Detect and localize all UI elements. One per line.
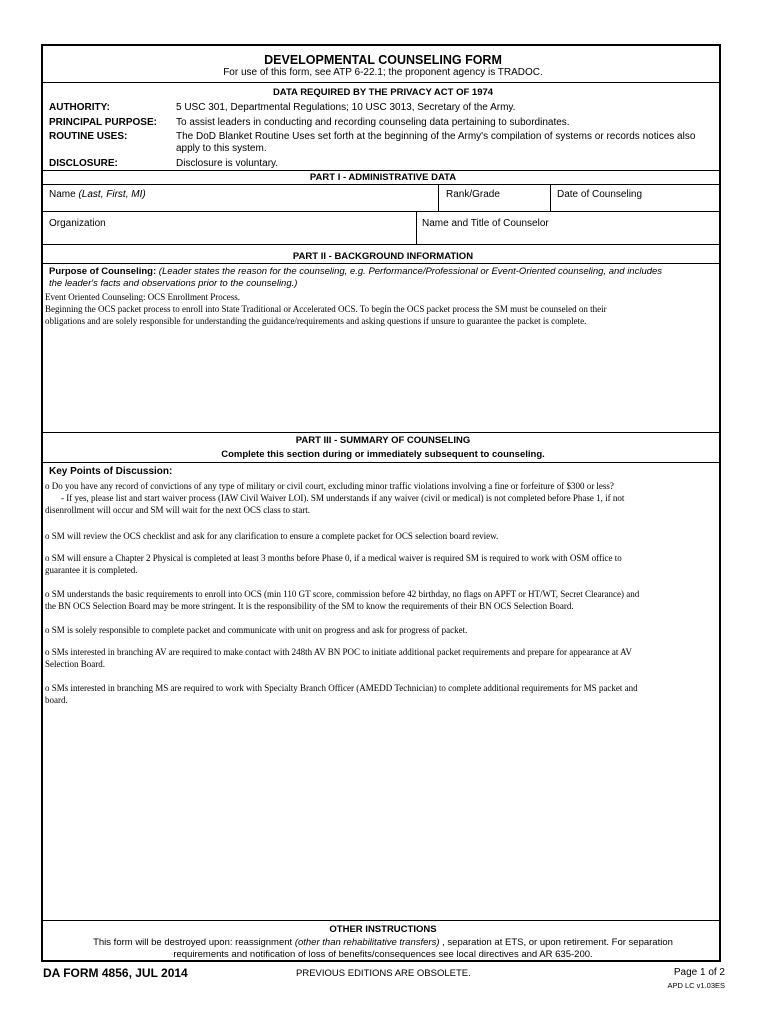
- key-point-1-line-2: - If yes, please list and start waiver process (IAW Civil Waiver LOI). SM understands if any waiver (civil or medical) is not completed before Phase 1, if not: [61, 493, 625, 503]
- authority-text: 5 USC 301, Departmental Regulations; 10 USC 3013, Secretary of the Army.: [176, 102, 516, 113]
- purpose-of-counseling: [49, 266, 662, 278]
- form-frame: [41, 44, 721, 962]
- other-line-1c: , separation at ETS, or upon retirement. For separation: [439, 937, 673, 948]
- other-instructions-header: OTHER INSTRUCTIONS: [329, 924, 437, 935]
- form-number: DA FORM 4856, JUL 2014: [43, 966, 188, 980]
- other-instructions-line-1: [43, 937, 723, 948]
- date-of-counseling-label: Date of Counseling: [557, 189, 643, 200]
- divider: [438, 184, 439, 211]
- previous-editions-notice: PREVIOUS EDITIONS ARE OBSOLETE.: [296, 968, 471, 979]
- divider: [43, 184, 719, 185]
- principal-purpose-text: To assist leaders in conducting and recording counseling data pertaining to subordinates.: [176, 117, 570, 128]
- part3-header: PART III - SUMMARY OF COUNSELING: [295, 435, 471, 446]
- divider: [550, 184, 551, 211]
- key-point-3-line-1: o SM will ensure a Chapter 2 Physical is completed at least 3 months before Phase 0, if a medical waiver is required SM is required to work with OSM office to: [45, 553, 622, 563]
- other-line-1b: (other than rehabilitative transfers): [294, 937, 440, 948]
- principal-purpose-label: PRINCIPAL PURPOSE:: [49, 117, 157, 128]
- name-hint: (Last, First, MI): [78, 189, 146, 200]
- key-point-6-line-2: Selection Board.: [45, 659, 105, 669]
- name-field-label: [49, 189, 146, 200]
- routine-uses-label: ROUTINE USES:: [49, 131, 128, 142]
- key-point-6-line-1: o SMs interested in branching AV are required to make contact with 248th AV BN POC to initiate additional packet requirements and prepare for appearance at AV: [45, 647, 633, 657]
- disclosure-text: Disclosure is voluntary.: [176, 158, 279, 169]
- key-points-label: Key Points of Discussion:: [49, 466, 173, 477]
- page-number: Page 1 of 2: [673, 967, 725, 978]
- key-point-2: o SM will review the OCS checklist and ask for any clarification to ensure a complete packet for OCS selection board review.: [45, 531, 499, 541]
- counselor-label: Name and Title of Counselor: [422, 218, 549, 229]
- part2-header: PART II - BACKGROUND INFORMATION: [292, 251, 474, 262]
- form-title: DEVELOPMENTAL COUNSELING FORM: [264, 53, 502, 67]
- part3-subheader: Complete this section during or immediately subsequent to counseling.: [221, 449, 545, 460]
- purpose-hint-1: (Leader states the reason for the counseling, e.g. Performance/Professional or Event-Oriented counseling, and includes: [158, 266, 663, 277]
- form-version: APD LC v1.03ES: [667, 981, 725, 990]
- purpose-label: Purpose of Counseling:: [49, 266, 157, 277]
- part1-header: PART I - ADMINISTRATIVE DATA: [309, 172, 457, 183]
- key-point-5: o SM is solely responsible to complete packet and communicate with unit on progress and ask for progress of packet.: [45, 625, 468, 635]
- divider: [43, 920, 719, 921]
- purpose-hint-2: the leader's facts and observations prior to the counseling.): [49, 278, 298, 289]
- key-point-7-line-2: board.: [45, 695, 68, 705]
- other-line-1a: This form will be destroyed upon: reassignment: [93, 937, 295, 948]
- divider: [43, 82, 719, 83]
- routine-uses-text-2: apply to this system.: [176, 143, 267, 154]
- divider: [43, 170, 719, 171]
- key-point-4-line-2: the BN OCS Selection Board may be more stringent. It is the responsibility of the SM to know the requirements of their BN OCS Selection Board.: [45, 601, 574, 611]
- key-point-7-line-1: o SMs interested in branching MS are required to work with Specialty Branch Officer (AMEDD Technician) to complete additional requirements for MS packet and: [45, 683, 638, 693]
- rank-grade-label: Rank/Grade: [446, 189, 500, 200]
- privacy-act-header: DATA REQUIRED BY THE PRIVACY ACT OF 1974: [272, 87, 494, 98]
- divider: [43, 211, 719, 212]
- key-point-3-line-2: guarantee it is completed.: [45, 565, 138, 575]
- divider: [416, 211, 417, 244]
- divider: [43, 432, 719, 433]
- background-line-1: Event Oriented Counseling: OCS Enrollment Process.: [45, 292, 240, 302]
- authority-label: AUTHORITY:: [49, 102, 110, 113]
- routine-uses-text-1: The DoD Blanket Routine Uses set forth at the beginning of the Army's compilation of systems or records notices also: [176, 131, 696, 142]
- organization-label: Organization: [49, 218, 106, 229]
- key-point-4-line-1: o SM understands the basic requirements to enroll into OCS (min 110 GT score, commission before 42 birthday, no flags on APFT or HT/WT, Secret Clearance) and: [45, 589, 640, 599]
- divider: [43, 244, 719, 245]
- name-label: Name: [49, 189, 76, 200]
- divider: [43, 263, 719, 264]
- divider: [43, 462, 719, 463]
- key-point-1-line-1: o Do you have any record of convictions of any type of military or civil court, excluding minor traffic violations involving a fine or forfeiture of $300 or less?: [45, 481, 614, 491]
- other-instructions-line-2: requirements and notification of loss of benefits/consequences see local directives and AR 635-200.: [173, 949, 593, 960]
- form-subtitle: For use of this form, see ATP 6-22.1; the proponent agency is TRADOC.: [223, 67, 543, 78]
- background-line-2: Beginning the OCS packet process to enroll into State Traditional or Accelerated OCS. To begin the OCS packet process the SM must be counseled on their: [45, 304, 607, 314]
- key-point-1-line-3: disenrollment will occur and SM will wait for the next OCS class to start.: [45, 505, 310, 515]
- background-line-3: obligations and are solely responsible for understanding the guidance/requirements and asking questions if unsure to guarantee the packet is complete.: [45, 316, 587, 326]
- disclosure-label: DISCLOSURE:: [49, 158, 118, 169]
